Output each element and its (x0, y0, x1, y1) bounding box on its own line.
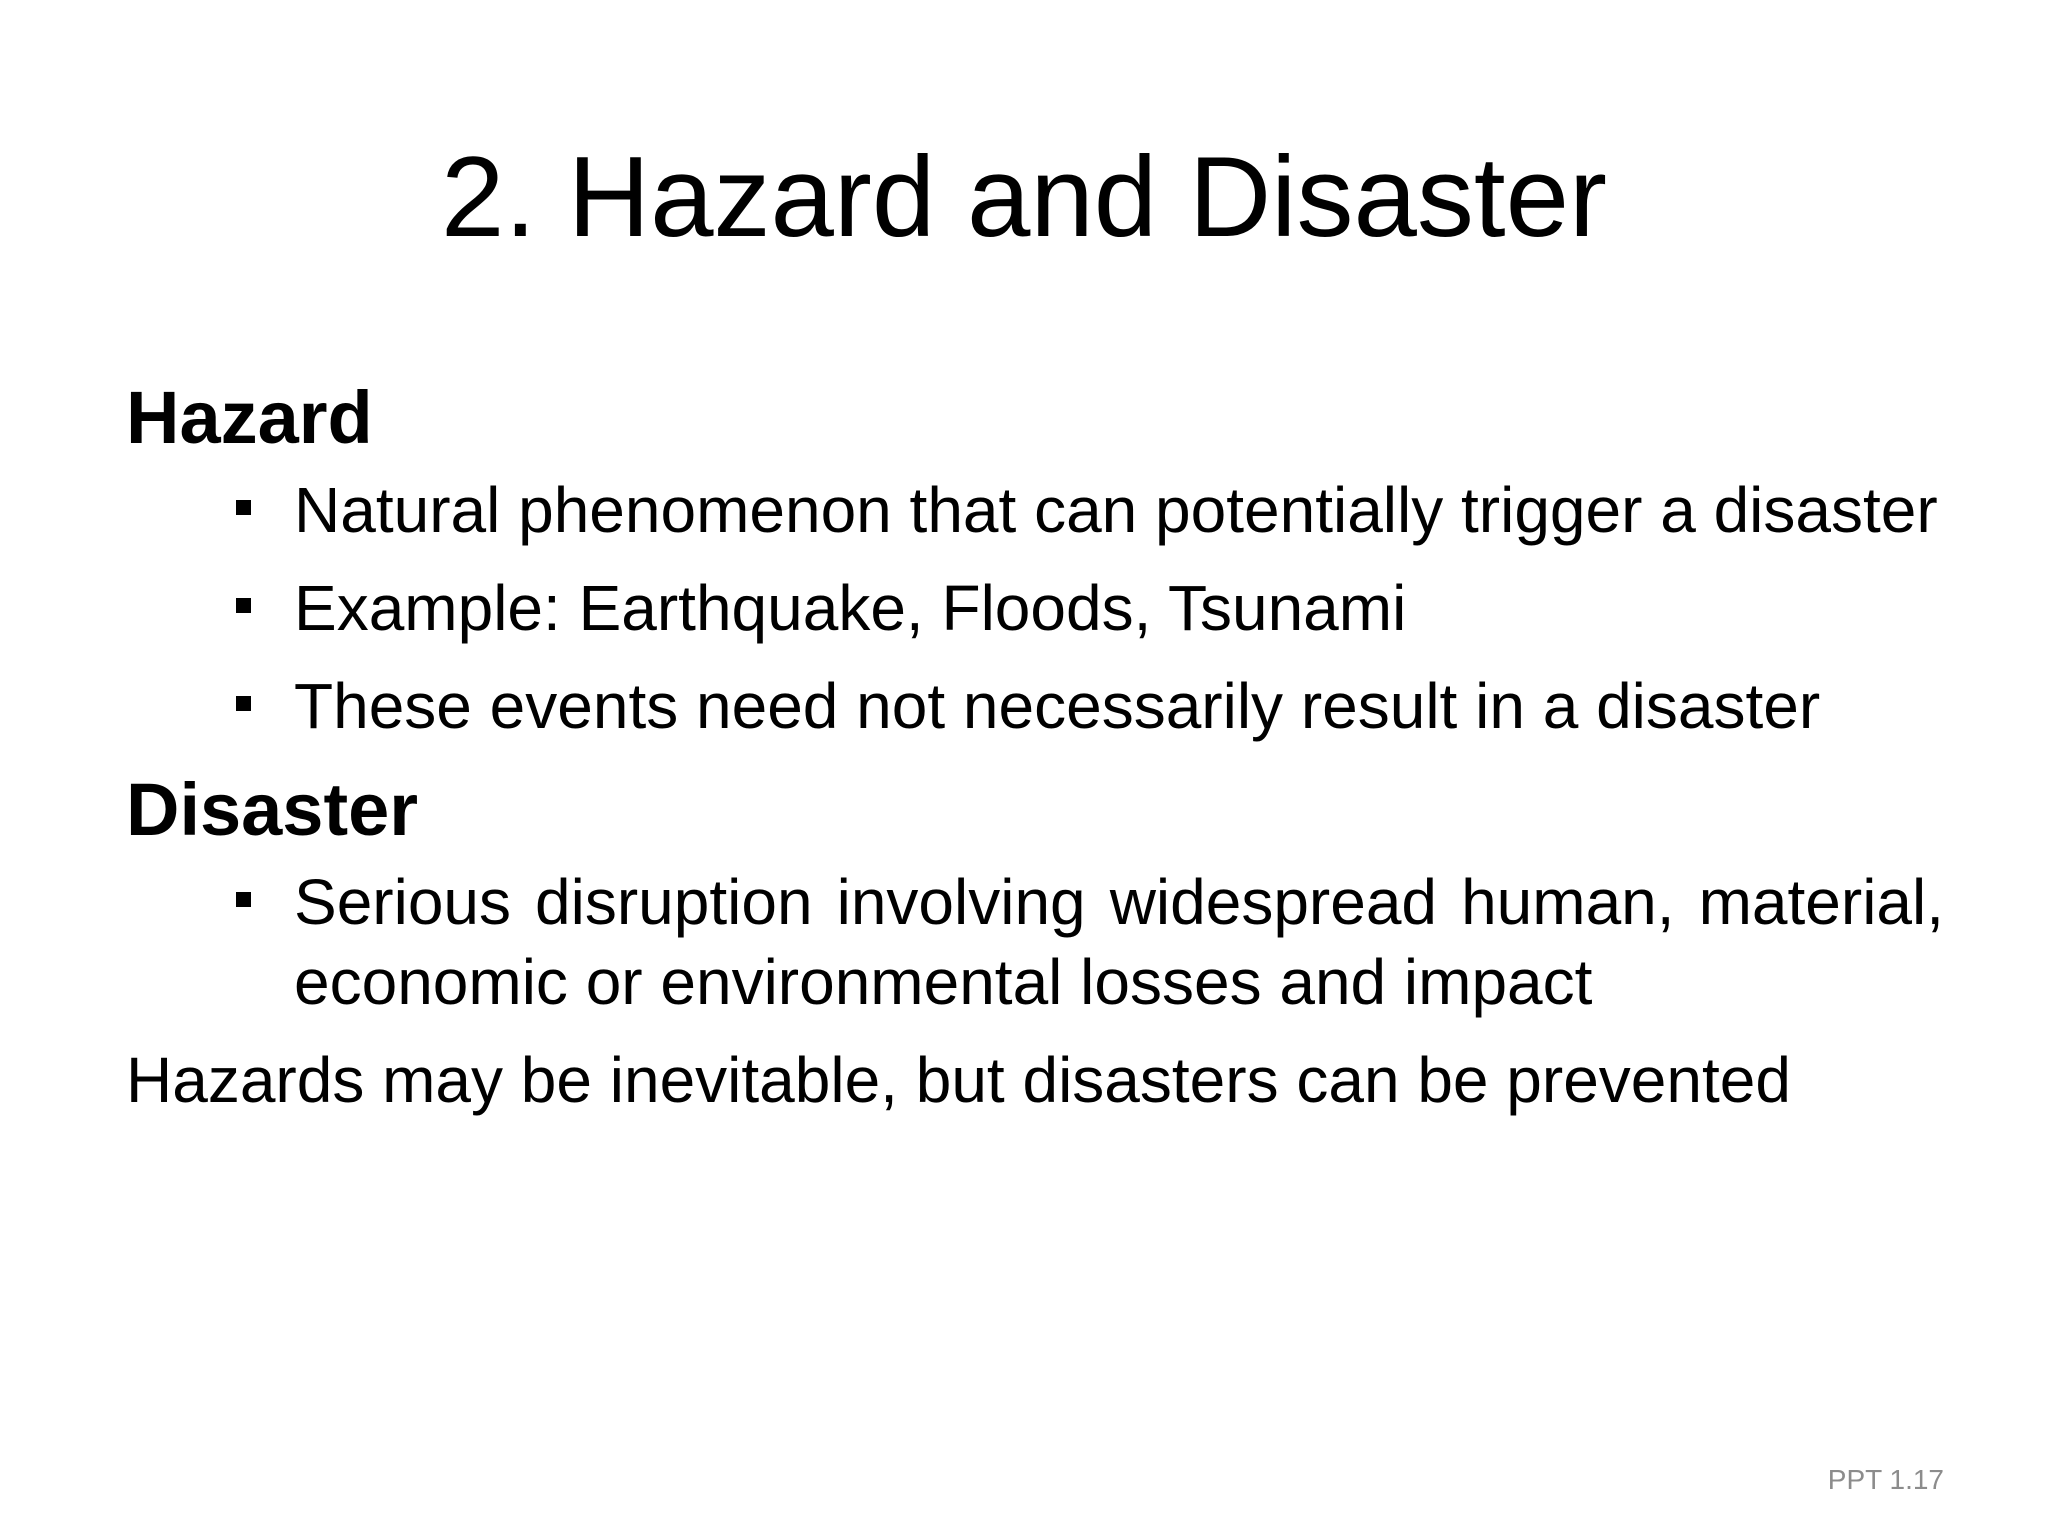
slide-number: PPT 1.17 (1827, 1464, 1944, 1495)
list-item (294, 568, 1944, 648)
conclusion-text: Hazards may be inevitable, but disasters can be prevented (126, 1044, 1791, 1116)
section-heading-hazard: Hazard (126, 376, 373, 459)
bullet-text: Natural phenomenon that can potentially trigger a disaster (294, 474, 1938, 546)
list-item (294, 666, 1944, 746)
list-item (294, 862, 1944, 1022)
square-bullet-icon (236, 892, 251, 907)
bullet-text: Example: Earthquake, Floods, Tsunami (294, 572, 1407, 644)
bullet-text: Serious disruption involving widespread human, material, economic or environmental losses and impact (294, 866, 1944, 1018)
disaster-bullet-list (126, 862, 1944, 1022)
square-bullet-icon (236, 598, 251, 613)
slide-body (126, 372, 1944, 1120)
list-item (294, 470, 1944, 550)
section-heading-disaster: Disaster (126, 768, 419, 851)
square-bullet-icon (236, 500, 251, 515)
slide-title: 2. Hazard and Disaster (441, 134, 1607, 261)
hazard-bullet-list (126, 470, 1944, 746)
square-bullet-icon (236, 696, 251, 711)
bullet-text: These events need not necessarily result in a disaster (294, 670, 1821, 742)
